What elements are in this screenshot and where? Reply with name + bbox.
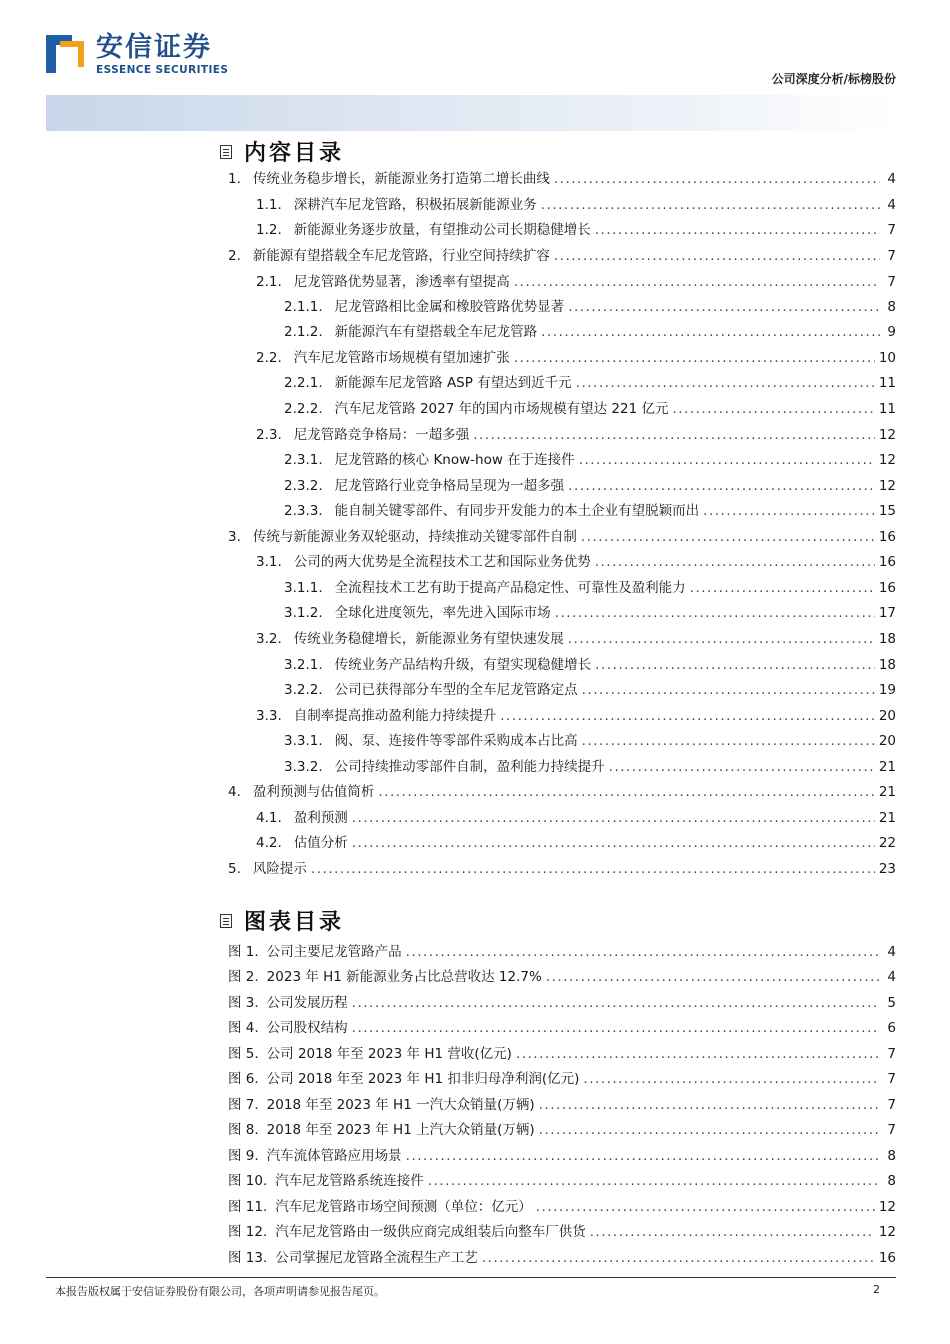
toc-entry[interactable]: 2.1.1. 尼龙管路相比金属和橡胶管路优势显著 ..... 8 [284,297,896,317]
document-list-icon [220,914,232,928]
toc-entry[interactable]: 2.2.1. 新能源车尼龙管路 ASP 有望达到近千元 ..... 11 [284,373,896,393]
toc-entry[interactable]: 3.1. 公司的两大优势是全流程技术工艺和国际业务优势 ..... 16 [256,552,896,572]
toc-entry[interactable]: 2.1. 尼龙管路优势显著，渗透率有望提高 ..... 7 [256,272,896,292]
figure-entry[interactable]: 图 4. 公司股权结构 ..... 6 [228,1018,896,1038]
report-type: 公司深度分析/标榜股份 [771,72,896,86]
toc-entry[interactable]: 2.3.3. 能自制关键零部件、有同步开发能力的本土企业有望脱颖而出 ..... 15 [284,501,896,521]
toc-entry[interactable]: 1.1. 深耕汽车尼龙管路，积极拓展新能源业务 ..... 4 [256,195,896,215]
toc-title: 内容目录 [244,141,345,166]
figure-entry[interactable]: 图 9. 汽车流体管路应用场景 ..... 8 [228,1146,896,1166]
toc-entry[interactable]: 3.1.2. 全球化进度领先，率先进入国际市场 ..... 17 [284,603,896,623]
figure-entry[interactable]: 图 10. 汽车尼龙管路系统连接件 ..... 8 [228,1171,896,1191]
figure-entry[interactable]: 图 7. 2018 年至 2023 年 H1 一汽大众销量(万辆) ..... 7 [228,1095,896,1115]
toc-entry[interactable]: 3.3. 自制率提高推动盈利能力持续提升 ..... 20 [256,706,896,726]
footer-divider [46,1277,896,1278]
toc-entry[interactable]: 1.2. 新能源业务逐步放量，有望推动公司长期稳健增长 ..... 7 [256,220,896,240]
document-list-icon [220,145,232,159]
figures-title: 图表目录 [244,910,345,935]
toc-entry[interactable]: 4.2. 估值分析 ..... 22 [256,833,896,853]
toc-entry[interactable]: 1. 传统业务稳步增长，新能源业务打造第二增长曲线 ..... 4 [228,169,896,189]
figures-heading [220,905,344,936]
brand-logo [46,33,228,77]
toc-entry[interactable]: 3.1.1. 全流程技术工艺有助于提高产品稳定性、可靠性及盈利能力 ..... 16 [284,578,896,598]
figure-entry[interactable]: 图 8. 2018 年至 2023 年 H1 上汽大众销量(万辆) ..... 7 [228,1120,896,1140]
toc-entry[interactable]: 3.3.1. 阀、泵、连接件等零部件采购成本占比高 ..... 20 [284,731,896,751]
toc-entry[interactable]: 3.2.2. 公司已获得部分车型的全车尼龙管路定点 ..... 19 [284,680,896,700]
toc-entry[interactable]: 2.2.2. 汽车尼龙管路 2027 年的国内市场规模有望达 221 亿元 ..... 11 [284,399,896,419]
toc-entry[interactable]: 2.3.1. 尼龙管路的核心 Know-how 在于连接件 ..... 12 [284,450,896,470]
toc-entry[interactable]: 5. 风险提示 ..... 23 [228,859,896,879]
figure-entry[interactable]: 图 3. 公司发展历程 ..... 5 [228,993,896,1013]
page-number: 2 [873,1283,880,1296]
toc-entry[interactable]: 2. 新能源有望搭载全车尼龙管路，行业空间持续扩容 ..... 7 [228,246,896,266]
toc-entry[interactable]: 4. 盈利预测与估值简析 ..... 21 [228,782,896,802]
toc-entry[interactable]: 3.2. 传统业务稳健增长，新能源业务有望快速发展 ..... 18 [256,629,896,649]
footer-copyright: 本报告版权属于安信证券股份有限公司，各项声明请参见报告尾页。 [55,1285,385,1298]
brand-name-en: ESSENCE SECURITIES [96,64,229,76]
figure-entry[interactable]: 图 12. 汽车尼龙管路由一级供应商完成组装后向整车厂供货 ..... 12 [228,1222,896,1242]
header-band [46,95,896,131]
toc-entry[interactable]: 2.1.2. 新能源汽车有望搭载全车尼龙管路 ..... 9 [284,322,896,342]
toc-entry[interactable]: 3.3.2. 公司持续推动零部件自制，盈利能力持续提升 ..... 21 [284,757,896,777]
figure-entry[interactable]: 图 6. 公司 2018 年至 2023 年 H1 扣非归母净利润(亿元) ..... 7 [228,1069,896,1089]
figure-entry[interactable]: 图 13. 公司掌握尼龙管路全流程生产工艺 ..... 16 [228,1248,896,1268]
figure-entry[interactable]: 图 11. 汽车尼龙管路市场空间预测（单位：亿元） ..... 12 [228,1197,896,1217]
brand-name-cn: 安信证券 [96,32,212,63]
figure-entry[interactable]: 图 1. 公司主要尼龙管路产品 ..... 4 [228,942,896,962]
toc-heading [220,136,344,167]
logo-mark-icon [46,35,86,75]
figure-entry[interactable]: 图 2. 2023 年 H1 新能源业务占比总营收达 12.7% ..... 4 [228,967,896,987]
toc-entry[interactable]: 3.2.1. 传统业务产品结构升级，有望实现稳健增长 ..... 18 [284,655,896,675]
toc-entry[interactable]: 2.3.2. 尼龙管路行业竞争格局呈现为一超多强 ..... 12 [284,476,896,496]
toc-entry[interactable]: 2.2. 汽车尼龙管路市场规模有望加速扩张 ..... 10 [256,348,896,368]
toc-entry[interactable]: 4.1. 盈利预测 ..... 21 [256,808,896,828]
figure-entry[interactable]: 图 5. 公司 2018 年至 2023 年 H1 营收(亿元) ..... 7 [228,1044,896,1064]
toc-entry[interactable]: 3. 传统与新能源业务双轮驱动，持续推动关键零部件自制 ..... 16 [228,527,896,547]
toc-entry[interactable]: 2.3. 尼龙管路竞争格局：一超多强 ..... 12 [256,425,896,445]
